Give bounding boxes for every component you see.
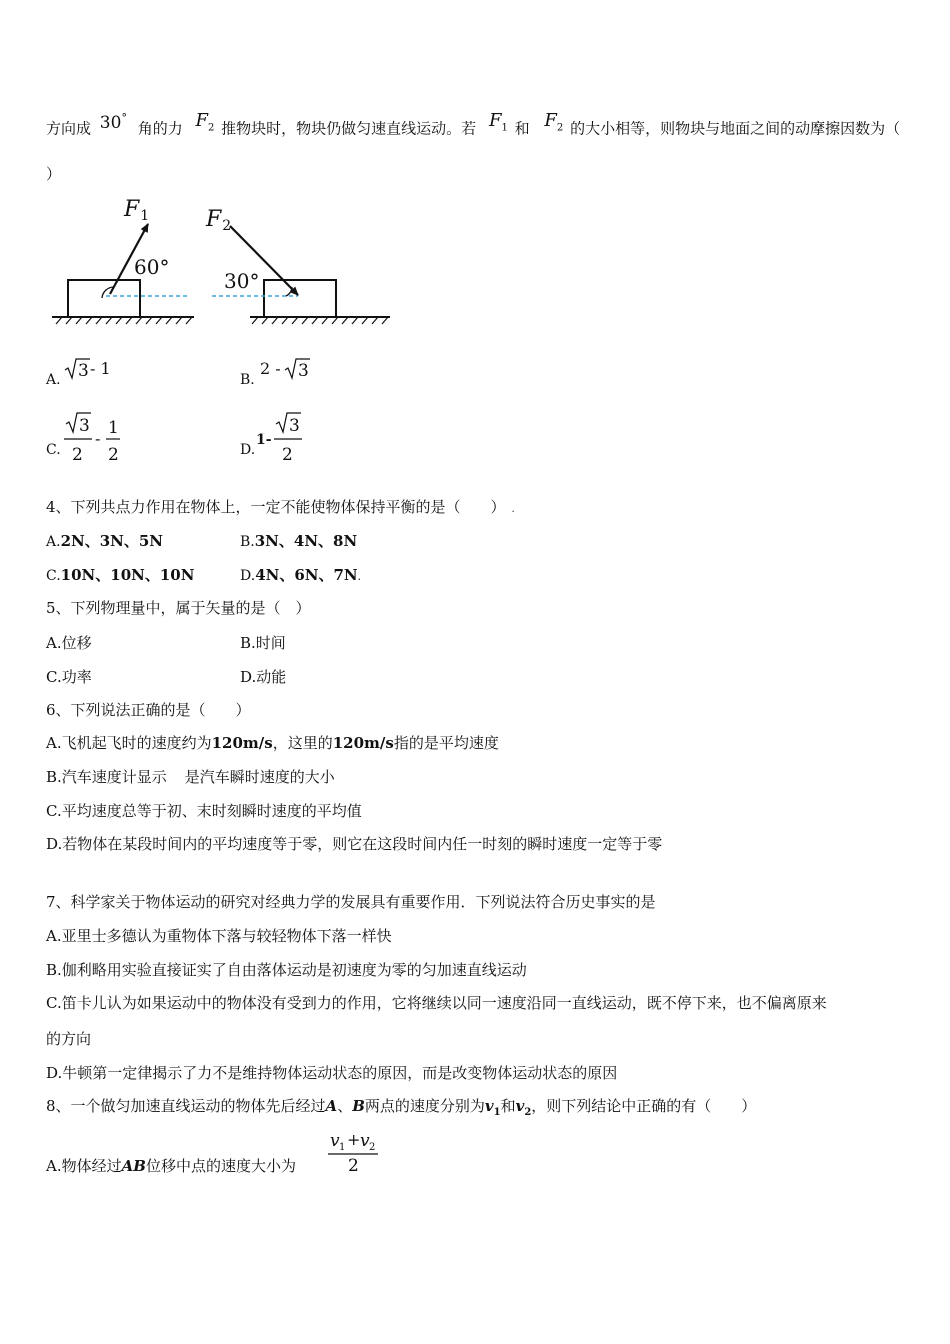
q4-option-a: A.2N、3N、5N xyxy=(46,532,164,550)
q5-option-b: B.时间 xyxy=(240,634,286,652)
q3-text-part1: 方向成 xyxy=(46,119,92,138)
q7-option-c-line2: 的方向 xyxy=(46,1030,92,1048)
q7-option-a: A.亚里士多德认为重物体下落与较轻物体下落一样快 xyxy=(46,927,392,945)
q8-stem: 8、一个做匀加速直线运动的物体先后经过A、B两点的速度分别为$v_1$和$v_2$，则下列结论中正确的有（ ） xyxy=(46,1097,757,1118)
svg-text:1: 1 xyxy=(108,418,119,438)
svg-text:3: 3 xyxy=(289,416,300,436)
q3-text-part3: 推物块时，物块仍做匀速直线运动。若 xyxy=(221,119,477,138)
q4-option-b: B.3N、4N、8N xyxy=(240,532,358,550)
q3-option-d-expr xyxy=(256,410,316,466)
q3-option-a-expr xyxy=(64,356,124,384)
svg-text:2: 2 xyxy=(282,445,293,465)
q3-option-d-label: D. xyxy=(240,442,256,458)
svg-text:- 1: - 1 xyxy=(90,359,111,378)
q6-option-c: C.平均速度总等于初、末时刻瞬时速度的平均值 xyxy=(46,802,362,820)
q3-text-part5: 的大小相等，则物块与地面之间的动摩擦因数为（ xyxy=(570,119,901,138)
q4-option-c: C.10N、10N、10N xyxy=(46,566,195,584)
right-angle-label: 30° xyxy=(224,269,260,293)
q8-option-a-text: A.物体经过AB位移中点的速度大小为 xyxy=(46,1157,296,1175)
svg-text:3: 3 xyxy=(78,361,89,381)
q3-text-part2: 角的力 xyxy=(137,119,183,138)
q6-option-b: B.汽车速度计显示 是汽车瞬时速度的大小 xyxy=(46,768,335,786)
q3-option-b-label: B. xyxy=(240,372,255,388)
q3-stem-line1 xyxy=(46,109,901,146)
q4-stem: 4、下列共点力作用在物体上，一定不能使物体保持平衡的是（ ） . xyxy=(46,498,515,516)
svg-text:1-: 1- xyxy=(256,432,272,448)
svg-text:2 -: 2 - xyxy=(260,359,281,378)
left-ground xyxy=(52,317,194,324)
q3-angle-30: 30° xyxy=(99,111,127,133)
svg-text:2: 2 xyxy=(108,445,119,465)
q5-stem: 5、下列物理量中，属于矢量的是（ ） xyxy=(46,599,311,617)
right-block xyxy=(264,280,336,317)
svg-text:3: 3 xyxy=(79,416,90,436)
left-force-label: F1 xyxy=(124,197,150,224)
q3-option-c-expr xyxy=(62,410,132,466)
q3-symbol-f1: $F_1$ xyxy=(488,109,508,134)
q4-option-d: D.4N、6N、7N. xyxy=(240,566,362,584)
q3-option-c-label: C. xyxy=(46,442,61,458)
q3-option-a-label: A. xyxy=(46,372,61,388)
right-force-label: F2 xyxy=(206,207,232,234)
q7-option-c-line1: C.笛卡儿认为如果运动中的物体没有受到力的作用，它将继续以同一速度沿同一直线运动，既不停下来，也不偏离原来 xyxy=(46,994,827,1012)
q5-option-a: A.位移 xyxy=(46,634,92,652)
svg-text:+: + xyxy=(347,1130,361,1149)
svg-text:-: - xyxy=(95,429,101,448)
svg-text:1: 1 xyxy=(339,1142,346,1153)
right-ground xyxy=(250,317,390,324)
q7-stem: 7、科学家关于物体运动的研究对经典力学的发展具有重要作用．下列说法符合历史事实的是 xyxy=(46,893,656,911)
svg-text:v: v xyxy=(360,1131,370,1151)
q5-option-c: C.功率 xyxy=(46,668,92,686)
svg-text:2: 2 xyxy=(369,1142,376,1153)
svg-text:2: 2 xyxy=(72,445,83,465)
q3-symbol-f2: $F_2$ xyxy=(195,109,215,134)
q3-symbol-f2-second: $F_2$ xyxy=(544,109,564,134)
q5-option-d: D.动能 xyxy=(240,668,287,686)
svg-text:3: 3 xyxy=(298,361,309,381)
q6-option-d: D.若物体在某段时间内的平均速度等于零，则它在这段时间内任一时刻的瞬时速度一定等于零 xyxy=(46,835,663,853)
q3-option-b-expr xyxy=(258,356,328,384)
q3-force-diagram xyxy=(46,190,396,330)
left-block xyxy=(68,280,140,317)
svg-text:v: v xyxy=(330,1131,340,1151)
q6-option-a: A.飞机起飞时的速度约为120m/s，这里的120m/s指的是平均速度 xyxy=(46,734,499,752)
q8-option-a-fraction xyxy=(326,1128,386,1176)
left-angle-label: 60° xyxy=(134,255,170,279)
svg-text:2: 2 xyxy=(348,1156,359,1176)
q3-stem-line2: ） xyxy=(46,165,62,183)
q3-text-part4: 和 xyxy=(514,119,530,138)
q7-option-d: D.牛顿第一定律揭示了力不是维持物体运动状态的原因，而是改变物体运动状态的原因 xyxy=(46,1064,618,1082)
q6-stem: 6、下列说法正确的是（ ） xyxy=(46,701,251,719)
q7-option-b: B.伽利略用实验直接证实了自由落体运动是初速度为零的匀加速直线运动 xyxy=(46,961,527,979)
